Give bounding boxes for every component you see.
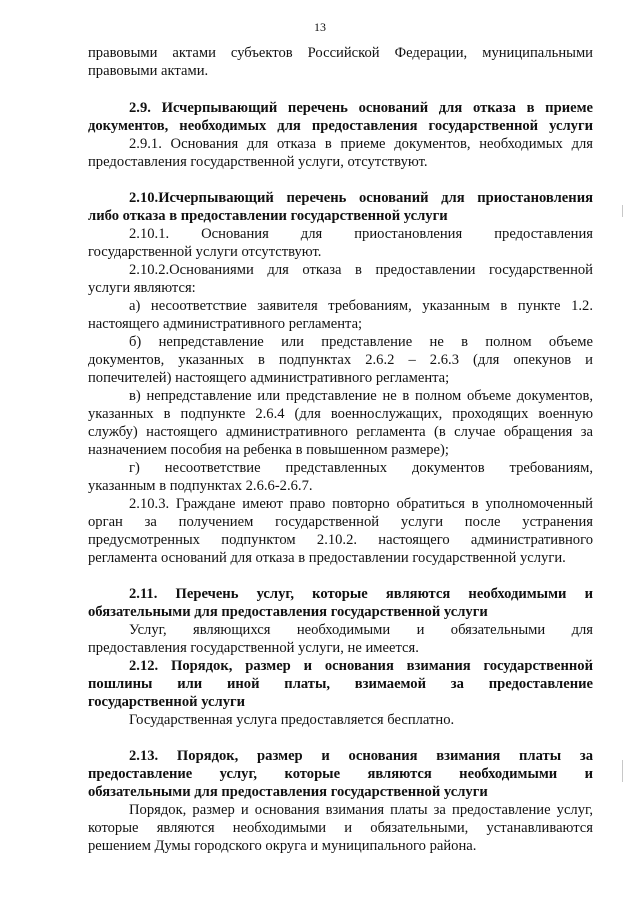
text-line: предусмотренных подпунктом 2.10.2. настоящего административного: [88, 532, 593, 548]
text-line: указанных в подпункте 2.6.4 (для военнослужащих, проходящих военную: [88, 406, 593, 422]
text-line: Порядок, размер и основания взимания платы за предоставление услуг,: [129, 802, 593, 818]
text-line: Государственная услуга предоставляется бесплатно.: [129, 712, 455, 728]
section-heading-2-12-cont: пошлины или иной платы, взимаемой за предоставление: [88, 676, 593, 692]
text-line: правовыми актами.: [88, 63, 209, 79]
text-line: 2.10.3. Граждане имеют право повторно обратиться в уполномоченный: [129, 496, 593, 512]
scan-margin-mark: [622, 205, 623, 217]
text-line: службу) настоящего административного регламента (в случае обращения за: [88, 424, 593, 440]
text-line: б) непредставление или представление не в полном объеме: [129, 334, 593, 350]
section-heading-2-9: 2.9. Исчерпывающий перечень оснований для отказа в приеме: [129, 100, 593, 116]
text-line: попечителей) настоящего административного регламента;: [88, 370, 450, 386]
section-heading-2-11: 2.11. Перечень услуг, которые являются необходимыми и: [129, 586, 593, 602]
text-line: регламента оснований для отказа в предоставлении государственной услуги.: [88, 550, 566, 566]
text-line: услуги являются:: [88, 280, 196, 296]
text-line: указанным в подпунктах 2.6.6-2.6.7.: [88, 478, 313, 494]
text-line: в) непредставление или представление не в полном объеме документов,: [129, 388, 593, 404]
text-line: решением Думы городского округа и муниципального района.: [88, 838, 477, 854]
text-line: 2.10.2.Основаниями для отказа в предоставлении государственной: [129, 262, 593, 278]
text-line: 2.10.1. Основания для приостановления предоставления: [129, 226, 593, 242]
section-heading-2-10-cont: либо отказа в предоставлении государственной услуги: [88, 208, 448, 224]
text-line: Услуг, являющихся необходимыми и обязательными для: [129, 622, 593, 638]
section-heading-2-13-cont: предоставление услуг, которые являются необходимыми и: [88, 766, 593, 782]
text-line: 2.9.1. Основания для отказа в приеме документов, необходимых для: [129, 136, 593, 152]
text-line: предоставления государственной услуги, не имеется.: [88, 640, 419, 656]
text-line: настоящего административного регламента;: [88, 316, 363, 332]
section-heading-2-11-cont: обязательными для предоставления государственной услуги: [88, 604, 488, 620]
text-line: орган за получением государственной услуги после устранения: [88, 514, 593, 530]
text-line: которые являются необходимыми и обязательными, устанавливаются: [88, 820, 593, 836]
text-line: государственной услуги отсутствуют.: [88, 244, 322, 260]
scan-margin-mark: [622, 760, 623, 782]
text-line: предоставления государственной услуги, отсутствуют.: [88, 154, 428, 170]
text-line: документов, указанных в подпунктах 2.6.2 – 2.6.3 (для опекунов и: [88, 352, 593, 368]
text-line: правовыми актами субъектов Российской Федерации, муниципальными: [88, 45, 593, 61]
section-heading-2-10: 2.10.Исчерпывающий перечень оснований для приостановления: [129, 190, 593, 206]
page-number: 13: [314, 20, 326, 34]
text-line: г) несоответствие представленных документов требованиям,: [129, 460, 593, 476]
section-heading-2-12-end: государственной услуги: [88, 694, 246, 710]
section-heading-2-9-cont: документов, необходимых для предоставления государственной услуги: [88, 118, 593, 134]
section-heading-2-13-end: обязательными для предоставления государственной услуги: [88, 784, 488, 800]
section-heading-2-13: 2.13. Порядок, размер и основания взимания платы за: [129, 748, 593, 764]
text-line: назначением пособия на ребенка в повышенном размере);: [88, 442, 449, 458]
text-line: а) несоответствие заявителя требованиям, указанным в пункте 1.2.: [129, 298, 593, 314]
section-heading-2-12: 2.12. Порядок, размер и основания взимания государственной: [129, 658, 593, 674]
